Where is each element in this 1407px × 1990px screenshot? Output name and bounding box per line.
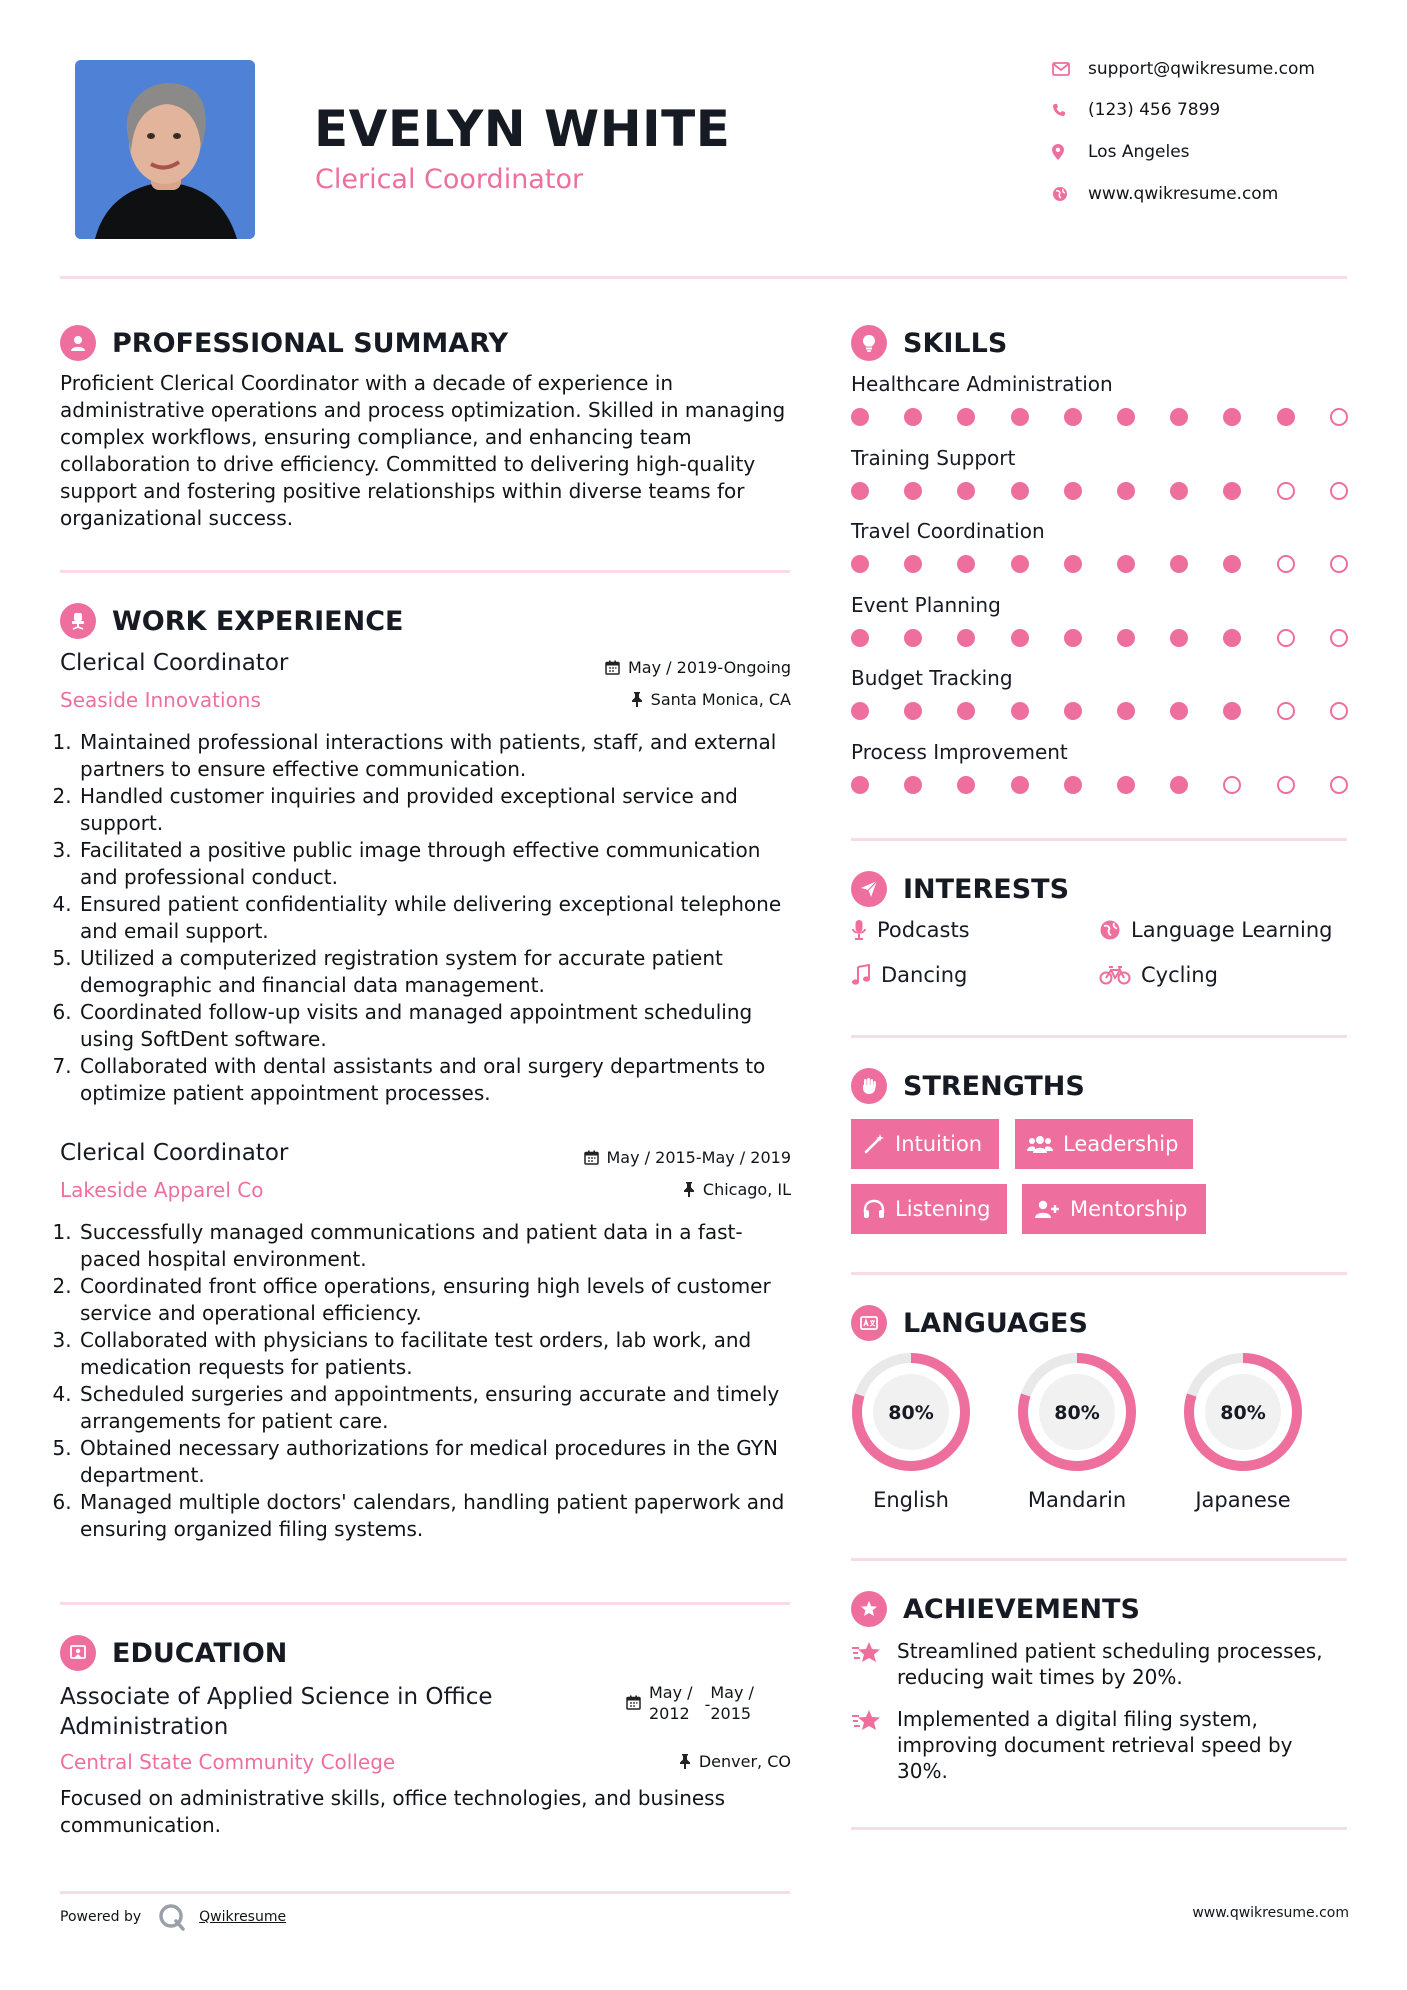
skill-dot-filled [904,555,922,573]
contact-location-text: Los Angeles [1088,142,1190,162]
contact-website[interactable] [1052,182,1278,206]
strength-leadership [1015,1119,1193,1169]
skill-dot-filled [904,408,922,426]
languages-title: LANGUAGES [903,1307,1088,1339]
skill-name: Event Planning [851,592,1001,617]
skill-dot-filled [1117,702,1135,720]
languages-section-header [851,1306,1088,1340]
achievement-item [851,1706,1311,1784]
education-location-text: Denver, CO [698,1752,791,1771]
skill-rating [851,776,1347,796]
skill-dot-filled [851,408,869,426]
summary-divider [60,570,790,573]
skill-dot-filled [851,555,869,573]
skill-dot-filled [957,629,975,647]
footer-website-link[interactable]: www.qwikresume.com [1192,1905,1349,1921]
list-item: 5. Utilized a computerized registration system for accurate patient demographic and financial data management. [78,945,798,999]
pushpin-icon [631,692,643,707]
skill-dot-empty [1277,702,1295,720]
skill-dot-filled [957,482,975,500]
strength-label: Mentorship [1070,1197,1188,1221]
skill-dot-filled [1064,482,1082,500]
contact-email-text: support@qwikresume.com [1088,59,1315,79]
strength-label: Leadership [1063,1132,1179,1156]
translate-icon [851,1305,887,1341]
interests-section-header [851,872,1069,906]
pushpin-icon [683,1182,695,1197]
headphones-icon [863,1199,885,1219]
interest-language-learning [1099,918,1332,942]
contact-phone[interactable] [1052,98,1220,122]
profile-photo [75,60,255,239]
strengths-section-header [851,1069,1085,1103]
job-1-company: Seaside Innovations [60,688,261,712]
language-name: Mandarin [1027,1488,1127,1512]
education-end-date [710,1682,754,1724]
list-item: 4. Scheduled surgeries and appointments, ensuring accurate and timely arrangements for patient care. [78,1381,798,1435]
calendar-icon [605,660,620,675]
skill-rating [851,629,1347,649]
user-plus-icon [1034,1199,1060,1219]
skill-rating [851,408,1347,428]
language-percent: 80% [1054,1402,1100,1424]
experience-divider [60,1602,790,1605]
skill-dot-filled [1064,702,1082,720]
strengths-divider [851,1272,1347,1275]
office-chair-icon [60,603,96,639]
skill-dot-filled [1277,408,1295,426]
skill-dot-empty [1277,482,1295,500]
skill-dot-filled [1117,555,1135,573]
skill-dot-filled [1011,629,1029,647]
skill-dot-filled [904,482,922,500]
interests-title: INTERESTS [903,873,1070,905]
skills-title: SKILLS [903,327,1008,359]
skill-dot-filled [1117,629,1135,647]
qwikresume-logo-icon [157,1902,187,1932]
skill-dot-empty [1277,555,1295,573]
interests-divider [851,1035,1347,1038]
job-2-location [683,1180,791,1199]
languages-divider [851,1558,1347,1561]
skill-dot-filled [1064,776,1082,794]
skill-name: Budget Tracking [851,666,1013,690]
skill-dot-filled [1223,482,1241,500]
skill-dot-filled [1011,555,1029,573]
interest-label: Podcasts [877,918,970,942]
paper-plane-icon [851,871,887,907]
skill-dot-filled [904,776,922,794]
footer-powered-by [60,1902,286,1932]
education-start-month: May / [649,1683,693,1702]
interest-dancing [851,963,967,987]
job-2-date [584,1148,792,1167]
skill-dot-filled [851,629,869,647]
skill-dot-empty [1330,702,1348,720]
skill-dot-filled [1064,555,1082,573]
skill-dot-filled [957,702,975,720]
star-badge-icon [851,1591,887,1627]
education-description: Focused on administrative skills, office technologies, and business communication. [60,1786,726,1837]
education-degree: Associate of Applied Science in Office Administration [60,1684,493,1740]
language-progress-ring [849,1350,973,1474]
job-2-location-text: Chicago, IL [702,1180,791,1199]
strength-label: Intuition [895,1132,983,1156]
microphone-icon [851,919,867,941]
star-award-icon [851,1708,885,1734]
list-item: 2. Coordinated front office operations, ensuring high levels of customer service and operational efficiency. [78,1273,798,1327]
strength-intuition [851,1119,999,1169]
list-item: 4. Ensured patient confidentiality while delivering exceptional telephone and email support. [78,891,798,945]
job-2-responsibilities [58,1219,798,1543]
interest-label: Language Learning [1131,918,1333,942]
education-end-month: May / [710,1683,754,1702]
skill-dot-empty [1330,408,1348,426]
language-progress-ring [1015,1350,1139,1474]
globe-icon [1052,186,1088,202]
list-item: 3. Facilitated a positive public image through effective communication and professional conduct. [78,837,798,891]
skill-name: Travel Coordination [851,519,1045,543]
strengths-title: STRENGTHS [903,1070,1085,1102]
strength-label: Listening [895,1197,991,1221]
skill-dot-filled [851,702,869,720]
education-section-header [60,1636,287,1670]
achievements-divider [851,1827,1347,1830]
skill-dot-filled [1223,408,1241,426]
skill-rating [851,555,1347,575]
list-item: 2. Handled customer inquiries and provided exceptional service and support. [78,783,798,837]
graduation-icon [60,1635,96,1671]
envelope-icon [1052,62,1088,76]
skill-dot-filled [1064,408,1082,426]
job-1-responsibilities [58,729,798,1107]
skill-dot-filled [1170,629,1188,647]
globe-icon [1099,919,1121,941]
strength-listening [851,1184,1007,1234]
list-item: 7. Collaborated with dental assistants and oral surgery departments to optimize patient appointment processes. [78,1053,798,1107]
job-1-role: Clerical Coordinator [60,650,289,676]
job-1-location [631,690,791,709]
job-2-company: Lakeside Apparel Co [60,1178,264,1202]
skill-dot-filled [851,482,869,500]
pushpin-icon [679,1754,691,1769]
skill-dot-filled [1011,702,1029,720]
phone-icon [1052,103,1088,117]
education-start-year: 2012 [649,1704,690,1723]
skill-dot-filled [1223,555,1241,573]
skill-dot-filled [957,408,975,426]
music-note-icon [851,964,871,986]
skill-dot-empty [1223,776,1241,794]
language-percent: 80% [1220,1402,1266,1424]
magic-wand-icon [863,1133,885,1155]
skill-name: Healthcare Administration [851,372,1113,396]
skill-name: Training Support [851,445,1016,470]
language-percent: 80% [888,1402,934,1424]
education-location [679,1752,791,1771]
skill-dot-filled [1170,776,1188,794]
fist-icon [851,1068,887,1104]
skill-dot-filled [1011,482,1029,500]
job-2-role: Clerical Coordinator [60,1140,289,1166]
calendar-icon [626,1695,641,1710]
skill-dot-filled [1117,482,1135,500]
skill-dot-filled [1170,408,1188,426]
skill-dot-filled [1170,702,1188,720]
skill-rating [851,482,1347,502]
skill-dot-empty [1330,555,1348,573]
language-progress-ring [1181,1350,1305,1474]
summary-section-header [60,326,508,360]
footer-brand-link[interactable]: Qwikresume [199,1909,287,1925]
star-award-icon [851,1640,885,1666]
skills-section-header [851,326,1007,360]
experience-section-header [60,604,403,638]
list-item: 3. Collaborated with physicians to facilitate test orders, lab work, and medication requests for patients. [78,1327,798,1381]
skill-dot-empty [1330,776,1348,794]
language-name: Japanese [1195,1488,1291,1512]
interest-cycling [1099,963,1218,987]
user-icon [60,325,96,361]
skill-dot-filled [1064,629,1082,647]
achievement-item [851,1638,1351,1690]
education-date-separator: - [704,1695,711,1714]
skill-name: Process Improvement [851,739,1068,764]
achievement-text: Streamlined patient scheduling processes, reducing wait times by 20%. [897,1639,1323,1689]
skill-dot-empty [1330,482,1348,500]
powered-by-text: Powered by [60,1909,142,1925]
education-end-year: 2015 [710,1704,752,1723]
interest-podcasts [851,918,970,942]
contact-website-text: www.qwikresume.com [1088,184,1279,204]
skill-dot-filled [1011,408,1029,426]
lightbulb-icon [851,325,887,361]
list-item: 6. Managed multiple doctors' calendars, handling patient paperwork and ensuring organized filing systems. [78,1489,798,1543]
skill-dot-filled [957,555,975,573]
job-1-date [605,658,791,677]
job-2-date-text: May / 2015-May / 2019 [606,1148,791,1167]
education-start-date [649,1682,693,1724]
skill-dot-filled [1170,555,1188,573]
skill-dot-filled [1011,776,1029,794]
calendar-icon [584,1150,599,1165]
skill-dot-filled [1170,482,1188,500]
skill-dot-filled [1223,629,1241,647]
skill-dot-filled [1117,776,1135,794]
skill-dot-filled [904,702,922,720]
bicycle-icon [1099,965,1131,985]
list-item: 5. Obtained necessary authorizations for medical procedures in the GYN department. [78,1435,798,1489]
job-1-location-text: Santa Monica, CA [650,690,791,709]
skill-dot-filled [957,776,975,794]
skill-dot-empty [1277,776,1295,794]
list-item: 1. Successfully managed communications and patient data in a fast-paced hospital environment. [78,1219,798,1273]
candidate-title: Clerical Coordinator [315,164,584,195]
interest-label: Dancing [881,963,968,987]
list-item: 6. Coordinated follow-up visits and managed appointment scheduling using SoftDent software. [78,999,798,1053]
education-title: EDUCATION [112,1637,288,1669]
education-divider [60,1891,790,1894]
strength-mentorship [1022,1184,1206,1234]
skill-dot-filled [1117,408,1135,426]
summary-text: Proficient Clerical Coordinator with a decade of experience in administrative operations and process optimization. Skilled in managing complex workflows, ensuring compliance, and enhancing team collaboration to drive efficiency. Committed to delivering high-quality support and fostering positive relationships within diverse teams for organizational success. [60,371,786,530]
list-item: 1. Maintained professional interactions with patients, staff, and external partners to ensure effective communication. [78,729,798,783]
contact-email[interactable] [1052,57,1315,81]
language-name: English [873,1488,949,1512]
achievement-text: Implemented a digital filing system, improving document retrieval speed by 30%. [897,1707,1293,1783]
summary-title: PROFESSIONAL SUMMARY [112,327,509,359]
skill-dot-empty [1277,629,1295,647]
skill-dot-filled [851,776,869,794]
header-divider [60,276,1347,279]
education-dates [626,1682,754,1724]
skill-dot-filled [1223,702,1241,720]
experience-title: WORK EXPERIENCE [112,605,404,637]
skill-dot-empty [1330,629,1348,647]
location-pin-icon [1052,144,1088,160]
skills-divider [851,838,1347,841]
achievements-title: ACHIEVEMENTS [903,1593,1140,1625]
contact-location [1052,140,1190,164]
skill-dot-filled [904,629,922,647]
achievements-section-header [851,1592,1140,1626]
interest-label: Cycling [1141,963,1218,987]
group-icon [1027,1134,1053,1154]
contact-phone-text: (123) 456 7899 [1088,100,1221,120]
candidate-name: EVELYN WHITE [314,100,731,158]
education-school: Central State Community College [60,1750,396,1774]
skill-rating [851,702,1347,722]
job-1-date-text: May / 2019-Ongoing [628,658,791,677]
